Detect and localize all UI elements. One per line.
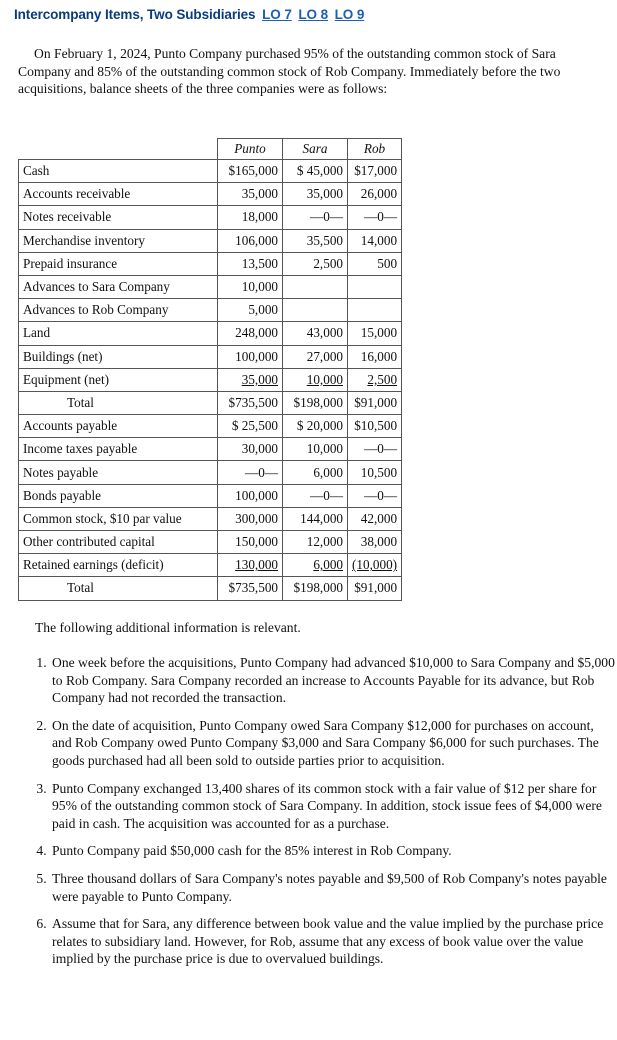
cell-punto (218, 252, 283, 275)
cell-value: 12,000 (306, 534, 343, 550)
info-item-3: 3. Punto Company exchanged 13,400 shares of its common stock with a fair value of $12 per share for 95% of the outstanding common stock of Sara Company. In addition, stock issue fees of $4,000 were paid in cash. The acquisition was accounted for as a purchase. (50, 780, 616, 833)
cell-sara (283, 322, 348, 345)
cell-value: 150,000 (235, 534, 278, 550)
table-row (19, 275, 402, 298)
cell-rob (348, 252, 402, 275)
lo-link-8[interactable]: LO 8 (298, 7, 328, 22)
cell-value: $17,000 (354, 163, 398, 179)
cell-punto (218, 415, 283, 438)
cell-value: $735,500 (228, 394, 278, 410)
cell-punto (218, 531, 283, 554)
row-label: Common stock, $10 par value (19, 507, 218, 530)
balance-sheet-body (19, 160, 402, 601)
cell-value: 42,000 (360, 510, 398, 526)
cell-sara (283, 345, 348, 368)
cell-value: 35,000 (241, 186, 278, 202)
cell-value: $10,500 (354, 418, 398, 434)
table-row (19, 461, 402, 484)
cell-punto (218, 391, 283, 414)
row-label: Bonds payable (19, 484, 218, 507)
row-label: Total (19, 577, 218, 600)
row-label: Equipment (net) (19, 368, 218, 391)
cell-value: $735,500 (228, 580, 278, 596)
cell-value: 106,000 (235, 232, 278, 248)
cell-punto (218, 577, 283, 600)
cell-value: 35,000 (306, 186, 343, 202)
problem-heading (14, 7, 364, 22)
cell-sara (283, 160, 348, 183)
cell-value: $91,000 (354, 394, 398, 410)
cell-rob (348, 206, 402, 229)
cell-rob (348, 554, 402, 577)
cell-rob (348, 507, 402, 530)
cell-sara (283, 206, 348, 229)
total-row (19, 577, 402, 600)
cell-value: 30,000 (241, 441, 278, 457)
row-label: Retained earnings (deficit) (19, 554, 218, 577)
cell-sara (283, 275, 348, 298)
cell-sara (283, 229, 348, 252)
cell-sara (283, 299, 348, 322)
intro-paragraph: On February 1, 2024, Punto Company purchased 95% of the outstanding common stock of Sara Company and 85% of the outstanding common stock of Rob Company. Immediately before the two acquisitions, balance sheets of the three companies were as follows: (18, 46, 561, 97)
table-row (19, 438, 402, 461)
cell-punto (218, 368, 283, 391)
cell-value: —0— (245, 464, 278, 480)
cell-value: 100,000 (235, 487, 278, 503)
table-row (19, 183, 402, 206)
cell-rob (348, 438, 402, 461)
balance-sheet-header-row (19, 139, 402, 160)
cell-value: 248,000 (235, 325, 278, 341)
cell-rob (348, 229, 402, 252)
cell-punto (218, 206, 283, 229)
cell-punto (218, 484, 283, 507)
table-row (19, 531, 402, 554)
cell-value: —0— (310, 209, 343, 225)
cell-value: —0— (310, 487, 343, 503)
cell-rob (348, 368, 402, 391)
cell-punto (218, 160, 283, 183)
cell-rob (348, 160, 402, 183)
row-label: Advances to Sara Company (19, 275, 218, 298)
cell-value: 35,000 (241, 371, 278, 387)
row-label: Buildings (net) (19, 345, 218, 368)
cell-rob (348, 531, 402, 554)
table-row (19, 299, 402, 322)
cell-punto (218, 554, 283, 577)
cell-sara (283, 484, 348, 507)
cell-value: 100,000 (235, 348, 278, 364)
cell-value: 10,000 (306, 441, 343, 457)
column-header-rob: Rob (348, 139, 402, 160)
cell-value: 38,000 (360, 534, 398, 550)
row-label: Income taxes payable (19, 438, 218, 461)
cell-value: 10,500 (360, 464, 398, 480)
cell-punto (218, 275, 283, 298)
cell-value: $ 20,000 (296, 418, 343, 434)
lo-link-7[interactable]: LO 7 (262, 7, 292, 22)
additional-info-list (30, 654, 616, 978)
info-item-6: 6. Assume that for Sara, any difference between book value and the value implied by the purchase price relates to subsidiary land. However, for Rob, assume that any excess of book value over the value implied by the purchase price is due to overvalued buildings. (50, 915, 616, 968)
row-label: Accounts receivable (19, 183, 218, 206)
cell-rob (348, 461, 402, 484)
table-row (19, 160, 402, 183)
cell-value: 15,000 (360, 325, 398, 341)
header-blank-cell (19, 139, 218, 160)
cell-value: —0— (364, 487, 398, 503)
info-item-4: 4. Punto Company paid $50,000 cash for the 85% interest in Rob Company. (50, 842, 616, 860)
cell-rob (348, 299, 402, 322)
cell-value: 26,000 (360, 186, 398, 202)
cell-value: 10,000 (241, 279, 278, 295)
cell-value: 300,000 (235, 510, 278, 526)
row-label: Other contributed capital (19, 531, 218, 554)
cell-sara (283, 391, 348, 414)
total-row (19, 391, 402, 414)
table-row (19, 484, 402, 507)
cell-value: 144,000 (300, 510, 343, 526)
row-label: Notes payable (19, 461, 218, 484)
table-row (19, 415, 402, 438)
cell-punto (218, 507, 283, 530)
cell-sara (283, 507, 348, 530)
cell-punto (218, 345, 283, 368)
cell-value: —0— (364, 209, 398, 225)
cell-value: $198,000 (293, 580, 343, 596)
cell-punto (218, 438, 283, 461)
cell-punto (218, 229, 283, 252)
table-row (19, 229, 402, 252)
table-row (19, 252, 402, 275)
cell-value: 5,000 (248, 302, 278, 318)
row-label: Advances to Rob Company (19, 299, 218, 322)
cell-punto (218, 299, 283, 322)
row-label: Prepaid insurance (19, 252, 218, 275)
cell-rob (348, 484, 402, 507)
row-label: Cash (19, 160, 218, 183)
cell-value: 16,000 (360, 348, 398, 364)
cell-rob (348, 183, 402, 206)
cell-value: —0— (364, 441, 398, 457)
cell-value: 35,500 (306, 232, 343, 248)
cell-rob (348, 275, 402, 298)
row-label: Land (19, 322, 218, 345)
table-row (19, 368, 402, 391)
row-label: Accounts payable (19, 415, 218, 438)
info-item-2: 2. On the date of acquisition, Punto Company owed Sara Company $12,000 for purchases on account, and Rob Company owed Punto Company $3,000 and Sara Company $6,000 for such purchases. The goods purchased had all been sold to outside parties prior to acquisition. (50, 717, 616, 770)
cell-rob (348, 322, 402, 345)
info-item-1: 1. One week before the acquisitions, Punto Company had advanced $10,000 to Sara Company and $5,000 to Rob Company. Sara Company recorded an increase to Accounts Payable for its advance, but Rob Company had not recorded the transaction. (50, 654, 616, 707)
cell-value: (10,000) (352, 557, 398, 573)
cell-rob (348, 577, 402, 600)
row-label: Total (19, 391, 218, 414)
info-item-5: 5. Three thousand dollars of Sara Company's notes payable and $9,500 of Rob Company's notes payable were payable to Punto Company. (50, 870, 616, 905)
cell-sara (283, 438, 348, 461)
cell-rob (348, 391, 402, 414)
cell-value: $91,000 (354, 580, 398, 596)
cell-sara (283, 554, 348, 577)
table-row (19, 345, 402, 368)
cell-sara (283, 415, 348, 438)
cell-sara (283, 531, 348, 554)
cell-punto (218, 183, 283, 206)
column-header-punto: Punto (218, 139, 283, 160)
row-label: Notes receivable (19, 206, 218, 229)
column-header-sara: Sara (283, 139, 348, 160)
cell-value: 18,000 (241, 209, 278, 225)
cell-value: $ 45,000 (296, 163, 343, 179)
cell-value: 10,000 (306, 371, 343, 387)
cell-rob (348, 345, 402, 368)
cell-value: 43,000 (306, 325, 343, 341)
cell-value: 14,000 (360, 232, 398, 248)
row-label: Merchandise inventory (19, 229, 218, 252)
lo-link-9[interactable]: LO 9 (334, 7, 365, 22)
cell-sara (283, 368, 348, 391)
problem-title: Intercompany Items, Two Subsidiaries (14, 7, 256, 22)
cell-value: $165,000 (228, 163, 278, 179)
additional-info-label: The following additional information is relevant. (35, 620, 301, 635)
cell-value: 2,500 (367, 371, 398, 387)
cell-value: $198,000 (293, 394, 343, 410)
cell-value: 13,500 (241, 255, 278, 271)
cell-sara (283, 461, 348, 484)
cell-punto (218, 461, 283, 484)
cell-value: 6,000 (313, 557, 343, 573)
table-row (19, 554, 402, 577)
table-row (19, 507, 402, 530)
cell-punto (218, 322, 283, 345)
cell-value: 6,000 (313, 464, 343, 480)
cell-rob (348, 415, 402, 438)
cell-value: $ 25,500 (231, 418, 278, 434)
cell-sara (283, 252, 348, 275)
cell-value: 27,000 (306, 348, 343, 364)
cell-sara (283, 183, 348, 206)
table-row (19, 322, 402, 345)
cell-value: 130,000 (235, 557, 278, 573)
balance-sheet-table (18, 138, 402, 601)
cell-value: 2,500 (313, 255, 343, 271)
cell-value: 500 (377, 255, 398, 271)
table-row (19, 206, 402, 229)
cell-sara (283, 577, 348, 600)
